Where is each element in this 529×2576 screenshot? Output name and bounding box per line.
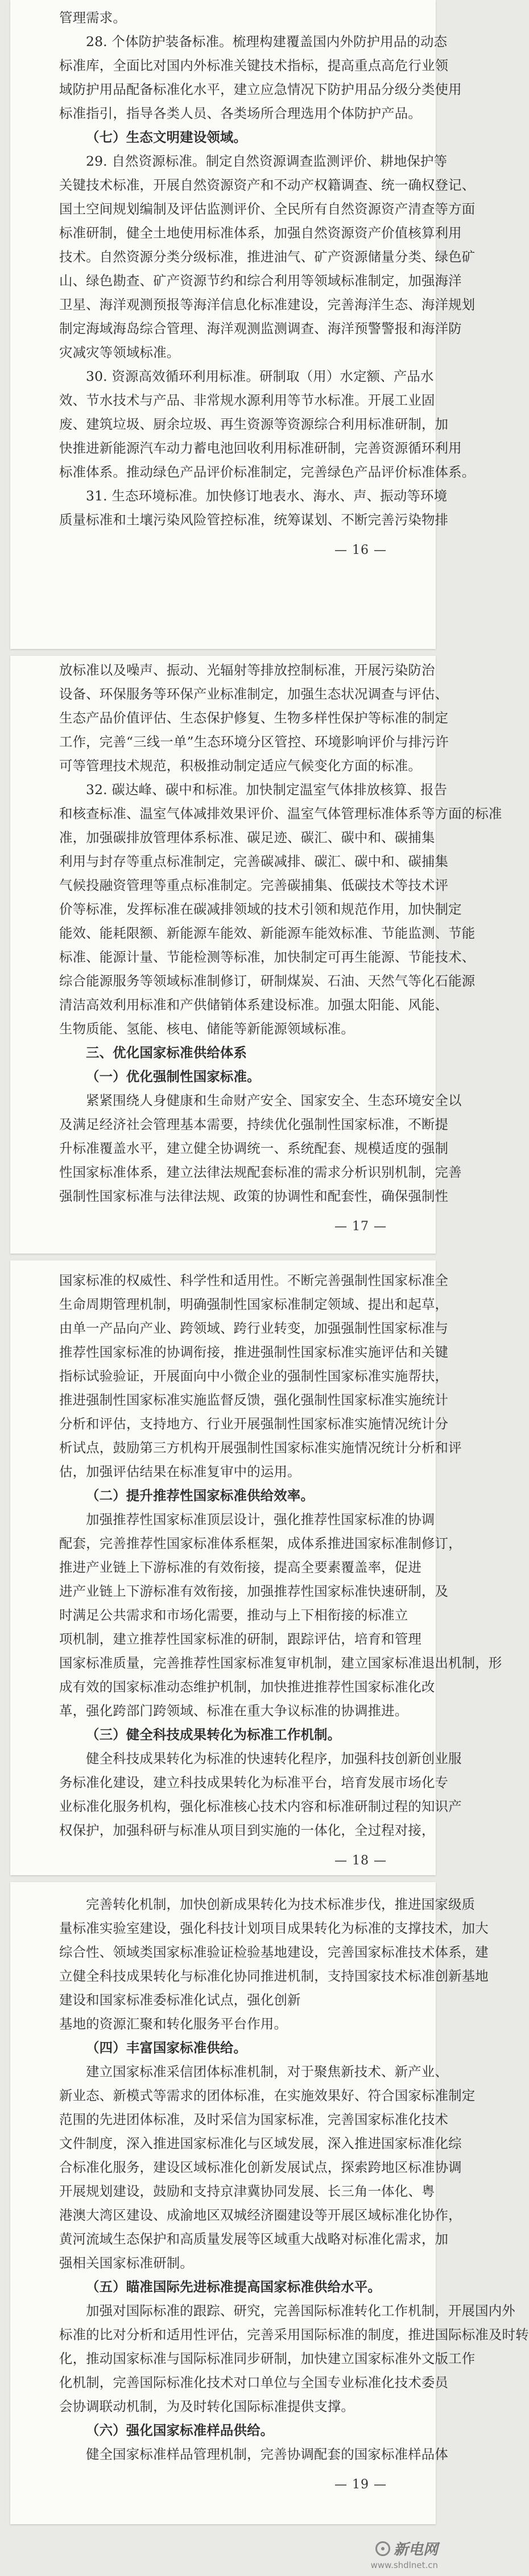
text-line: 加强对国际标准的跟踪、研究，完善国际标准转化工作机制，开展国内外 xyxy=(86,2303,515,2319)
text-line: 生命周期管理机制，明确强制性国家标准制定领域、提出和起草， xyxy=(59,1296,449,1312)
document-page-17 xyxy=(10,656,502,1254)
text-line: 黄河流域生态保护和高质量发展等区域重大战略对标准化需求，加 xyxy=(59,2231,449,2247)
text-line: 28. 个体防护装备标准。梳理构建覆盖国内外防护用品的动态 xyxy=(86,34,448,50)
text-line: 可等管理技术规范，积极推动制定适应气候变化方面的标准。 xyxy=(59,758,421,774)
page-number: — 17 — xyxy=(334,1219,387,1234)
text-line: 国家标准的权威性、科学性和适用性。不断完善强制性国家标准全 xyxy=(59,1272,449,1288)
text-line: 时满足公共需求和市场化需要，推动与上下相衔接的标准立 xyxy=(59,1607,408,1623)
text-line: 气候投融资管理等重点标准制定。完善碳捕集、低碳技术等技术评 xyxy=(59,877,449,893)
text-line: 标准、能源计量、节能检测等标准，加快制定可再生能源、节能技术、 xyxy=(59,949,476,965)
text-line: 生物质能、氢能、核电、储能等新能源领域标准。 xyxy=(59,1021,354,1037)
text-line: 紧紧围绕人身健康和生命财产安全、国家安全、生态环境安全以 xyxy=(86,1092,462,1108)
text-line: 进产业链上下游标准有效衔接，加强推荐性国家标准快速研制，及 xyxy=(59,1583,449,1599)
text-line: 推进强制性国家标准实施监督反馈，强化强制性国家标准实施统计 xyxy=(59,1392,449,1408)
text-line: 生态产品价值评估、生态保护修复、生物多样性保护等标准的制定 xyxy=(59,710,449,726)
text-line: 国土空间规划编制及评估监测评价、全民所有自然资源资产清查等方面 xyxy=(59,201,476,217)
text-line: 范围的先进团体标准，及时采信为国家标准，完善国家标准化技术 xyxy=(59,2111,449,2127)
text-line: 效、节水技术与产品、非常规水源利用等节水标准。开展工业固 xyxy=(59,392,435,408)
text-line: 域防护用品配备标准化水平，建立应急情况下防护用品分级分类使用 xyxy=(59,81,462,97)
text-line: 综合能源服务等领域标准制修订，研制煤炭、石油、天然气等化石能源 xyxy=(59,973,476,989)
text-line: 强制性国家标准与法律法规、政策的协调性和配套性，确保强制性 xyxy=(59,1188,449,1204)
text-line: 加强推荐性国家标准顶层设计，强化推荐性国家标准的协调 xyxy=(86,1511,435,1527)
text-line: 业标准化服务机构，强化标准核心技术内容和标准研制过程的知识产 xyxy=(59,1798,462,1814)
text-line: 基地的资源汇聚和转化服务平台作用。 xyxy=(59,2016,288,2032)
text-line: 文件制度，深入推进国家标准化与区域发展，深入推进国家标准化综 xyxy=(59,2135,462,2151)
watermark-url: www.shdlnet.cn xyxy=(370,2560,438,2570)
page-number: — 19 — xyxy=(334,2478,387,2492)
text-line: 合标准化服务，建设区域标准化创新发展试点，探索跨地区标准协调 xyxy=(59,2159,462,2175)
text-line: 会协调联动机制，为及时转化国际标准提供支撑。 xyxy=(59,2398,354,2414)
text-line: 立健全科技成果转化与标准化协同推进机制，支持国家技术标准创新基地 xyxy=(59,1968,489,1984)
text-line: 及满足经济社会管理基本需要，持续优化强制性国家标准，不断提 xyxy=(59,1116,449,1132)
text-line: 港澳大湾区建设、成渝地区双城经济圈建设等开展区域标准化协作， xyxy=(59,2207,462,2223)
document-page-16 xyxy=(10,0,476,649)
text-line: 建立国家标准采信团体标准机制，对于聚焦新技术、新产业、 xyxy=(86,2064,448,2080)
text-line: 标准体系。推动绿色产品评价标准制定，完善绿色产品评价标准体系。 xyxy=(59,464,476,480)
text-line: 项机制，建立推荐性国家标准的研制，跟踪评估，培育和管理 xyxy=(59,1631,421,1647)
text-line: 卫星、海洋观测预报等海洋信息化标准建设，完善海洋生态、海洋规划 xyxy=(59,297,476,313)
text-line: 技术。自然资源分类分级标准，推进油气、矿产资源储量分类、绿色矿 xyxy=(59,249,476,265)
text-line: 析试点，鼓励第三方机构开展强制性国家标准实施情况统计分析和评 xyxy=(59,1440,462,1456)
page-number: — 18 — xyxy=(334,1854,387,1868)
text-line: 国家标准质量，完善推荐性国家标准复审机制，建立国家标准退出机制，形 xyxy=(59,1655,502,1671)
text-line: 推进产业链上下游标准的有效衔接，提高全要素覆盖率，促进 xyxy=(59,1559,421,1575)
text-line: 关键技术标准，开展自然资源资产和不动产权籍调查、统一确权登记、 xyxy=(59,177,476,193)
text-line: 管理需求。 xyxy=(59,10,126,26)
text-line: 能效、能耗限额、新能源车能效、新能源车能效标准、节能监测、节能 xyxy=(59,925,476,941)
page-text-body xyxy=(59,1272,502,1841)
text-line: 灾减灾等领域标准。 xyxy=(59,344,180,360)
watermark-logo-icon xyxy=(375,2541,390,2556)
text-line: 价等标准，发挥标准在碳减排领域的技术引领和规范作用，加快制定 xyxy=(59,901,462,917)
text-line: 标准库，全面比对国内外标准关键技术指标，提高重点高危行业领 xyxy=(59,57,449,73)
section-heading: （二）提升推荐性国家标准供给效率。 xyxy=(86,1488,315,1503)
text-line: 量标准实验室建设，强化科技计划项目成果转化为标准的支撑技术，加大 xyxy=(59,1920,489,1936)
text-line: 强相关国家标准研制。 xyxy=(59,2255,193,2271)
text-line: 质量标准和土壤污染风险管控标准，统筹谋划、不断完善污染物排 xyxy=(59,512,449,528)
text-line: 健全科技成果转化为标准的快速转化程序，加强科技创新创业服 xyxy=(86,1751,462,1766)
text-line: 指标试验验证，开展面向中小微企业的强制性国家标准实施帮扶， xyxy=(59,1368,449,1384)
text-line: 清洁高效利用标准和产供储销体系建设标准。加强太阳能、风能、 xyxy=(59,997,449,1013)
section-heading: （七）生态文明建设领域。 xyxy=(86,129,247,145)
text-line: 化，推动国家标准与国际标准同步研制，加快建立国家标准外文版工作 xyxy=(59,2351,476,2367)
text-line: 制定海域海岛综合管理、海洋观测监测调查、海洋预警警报和海洋防 xyxy=(59,321,462,336)
watermark-title: 新电网 xyxy=(393,2541,438,2558)
text-line: 估，加强评估结果在标准复审中的运用。 xyxy=(59,1464,301,1480)
text-line: 设备、环保服务等环保产业标准制定，加强生态状况调查与评估、 xyxy=(59,686,449,702)
section-heading: （五）瞄准国际先进标准提高国家标准供给水平。 xyxy=(86,2279,381,2295)
site-watermark xyxy=(371,2538,438,2570)
section-heading: （三）健全科技成果转化为标准工作机制。 xyxy=(86,1727,341,1743)
text-line: 31. 生态环境标准。加快修订地表水、海水、声、振动等环境 xyxy=(86,488,448,504)
page-number: — 16 — xyxy=(334,543,387,557)
text-line: 30. 资源高效循环利用标准。研制取（用）水定额、产品水 xyxy=(86,368,434,384)
text-line: 健全国家标准样品管理机制，完善协调配套的国家标准样品体 xyxy=(86,2446,448,2462)
page-text-body xyxy=(59,662,502,1207)
document-page-19 xyxy=(10,1882,529,2524)
section-heading: （六）强化国家标准样品供给。 xyxy=(86,2422,274,2438)
text-line: 准，加强碳排放管理体系标准、碳足迹、碳汇、碳中和、碳捕集 xyxy=(59,829,435,845)
text-line: 新业态、新模式等需求的团体标准，在实施效果好、符合国家标准制定 xyxy=(59,2088,476,2103)
text-line: 工作，完善“三线一单”生态环境分区管控、环境影响评价与排污许 xyxy=(59,734,449,750)
document-page-18 xyxy=(10,1260,502,1875)
page-text-body xyxy=(59,1896,529,2465)
text-line: 和核查标准、温室气体减排效果评价、温室气体管理标准体系等方面的标准 xyxy=(59,806,502,821)
text-line: 分析和评估，支持地方、行业开展强制性国家标准实施情况统计分 xyxy=(59,1416,449,1432)
text-line: 放标准以及噪声、振动、光辐射等排放控制标准，开展污染防治 xyxy=(59,662,435,678)
text-line: 升标准覆盖水平，建立健全协调统一、系统配套、规模适度的强制 xyxy=(59,1140,449,1156)
text-line: 权保护，加强科研与标准从项目到实施的一体化，全过程对接， xyxy=(59,1822,435,1838)
page-text-body xyxy=(59,10,476,531)
text-line: 综合性、领域类国家标准验证检验基地建设，完善国家标准技术体系，建 xyxy=(59,1944,489,1960)
text-line: 标准指引，指导各类人员、各类场所合理选用个体防护产品。 xyxy=(59,105,421,121)
text-line: 建设和国家标准委标准化试点，强化创新 xyxy=(59,1992,301,2008)
text-line: 废、建筑垃圾、厨余垃圾、再生资源等资源综合利用标准研制，加 xyxy=(59,416,449,432)
text-line: 革，强化跨部门跨领域、标准在重大争议标准的协调推进。 xyxy=(59,1703,408,1719)
text-line: 山、绿色勘查、矿产资源节约和综合利用等领域标准制定，加强海洋 xyxy=(59,273,462,289)
text-line: 开展规划建设，鼓励和支持京津冀协同发展、长三角一体化、粤 xyxy=(59,2183,435,2199)
text-line: 配套，完善推荐性国家标准体系框架，成体系推进国家标准制修订， xyxy=(59,1535,462,1551)
section-heading: （一）优化强制性国家标准。 xyxy=(86,1069,261,1084)
text-line: 成有效的国家标准动态维护机制，加快推进推荐性国家标准化改 xyxy=(59,1679,435,1695)
text-line: 完善转化机制，加快创新成果转化为技术标准步伐，推进国家级质 xyxy=(86,1896,476,1912)
text-line: 务标准化建设，建立科技成果转化为标准平台，培育发展市场化专 xyxy=(59,1774,449,1790)
text-line: 利用与封存等重点标准制定，完善碳减排、碳汇、碳中和、碳捕集 xyxy=(59,853,449,869)
text-line: 标准的比对分析和适用性评估，完善采用国际标准的制度，推进国际标准及时转 xyxy=(59,2327,529,2343)
text-line: 29. 自然资源标准。制定自然资源调查监测评价、耕地保护等 xyxy=(86,153,448,169)
text-line: 推荐性国家标准的协调衔接，推进强制性国家标准实施评估和关键 xyxy=(59,1344,449,1360)
text-line: 由单一产品向产业、跨领域、跨行业转变，加强强制性国家标准与 xyxy=(59,1320,449,1336)
text-line: 快推进新能源汽车动力蓄电池回收利用标准研制，完善资源循环利用 xyxy=(59,440,462,456)
section-heading: （四）丰富国家标准供给。 xyxy=(86,2040,247,2056)
section-heading: 三、优化国家标准供给体系 xyxy=(86,1045,247,1061)
text-line: 化机制，完善国际标准化技术对口单位与全国专业标准化技术委员 xyxy=(59,2374,449,2390)
text-line: 标准研制，健全土地使用标准体系，加强自然资源资产价值核算利用 xyxy=(59,225,462,241)
text-line: 性国家标准体系，建立法律法规配套标准的需求分析识别机制，完善 xyxy=(59,1164,462,1180)
text-line: 32. 碳达峰、碳中和标准。加快制定温室气体排放核算、报告 xyxy=(86,782,448,798)
